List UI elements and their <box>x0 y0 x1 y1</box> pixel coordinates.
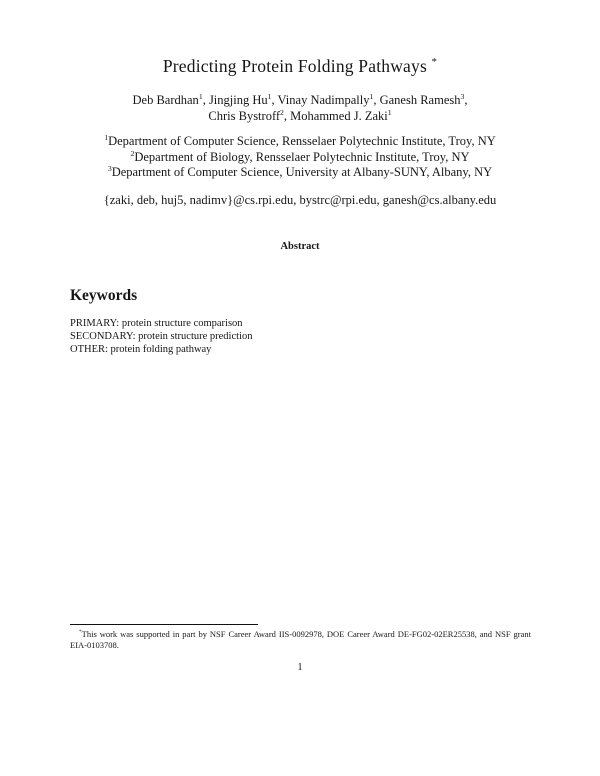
page-number: 1 <box>297 662 303 673</box>
affiliation-list <box>0 134 600 181</box>
superscript: 1 <box>267 91 272 101</box>
superscript: 2 <box>280 107 284 117</box>
footnote-text: This work was supported in part by NSF Career Award IIS-0092978, DOE Career Award DE-FG02-02ER25538, and NSF grant EIA-0103708. <box>70 629 531 650</box>
keywords-heading: Keywords <box>70 287 138 304</box>
keyword-list <box>70 317 252 356</box>
paper-title <box>0 56 600 77</box>
keyword-item: SECONDARY: protein structure prediction <box>70 331 253 342</box>
title-footnote-marker: * <box>431 56 438 69</box>
footnote-rule <box>70 624 258 625</box>
abstract-heading: Abstract <box>280 241 320 252</box>
keyword-item: PRIMARY: protein structure comparison <box>70 318 243 329</box>
paper-title-text: Predicting Protein Folding Pathways <box>162 56 432 76</box>
author-line: Chris Bystroff$^2$, Mohammed J. Zaki$^1$ <box>208 107 392 123</box>
footnote <box>70 629 531 650</box>
footnote-marker: * <box>79 629 82 636</box>
author-line: Deb Bardhan$^1$, Jingjing Hu$^1$, Vinay Nadimpally$^1$, Ganesh Ramesh$^3$, <box>132 91 468 107</box>
keyword-item: OTHER: protein folding pathway <box>70 344 212 355</box>
email-line: {zaki, deb, huj5, nadimv}@cs.rpi.edu, bystrc@rpi.edu, ganesh@cs.albany.edu <box>103 193 497 207</box>
superscript: 1 <box>198 91 203 101</box>
author-list <box>0 92 600 124</box>
affiliation-line: $^1$Department of Computer Science, Rensselaer Polytechnic Institute, Troy, NY <box>104 132 496 148</box>
superscript: 3 <box>107 163 112 173</box>
superscript: 1 <box>369 91 374 101</box>
superscript: 1 <box>387 107 392 117</box>
affiliation-line: $^2$Department of Biology, Rensselaer Polytechnic Institute, Troy, NY <box>130 148 470 164</box>
affiliation-line: $^3$Department of Computer Science, University at Albany-SUNY, Albany, NY <box>107 163 493 179</box>
superscript: 3 <box>460 91 465 101</box>
superscript: 1 <box>104 132 109 142</box>
superscript: 2 <box>130 148 135 158</box>
